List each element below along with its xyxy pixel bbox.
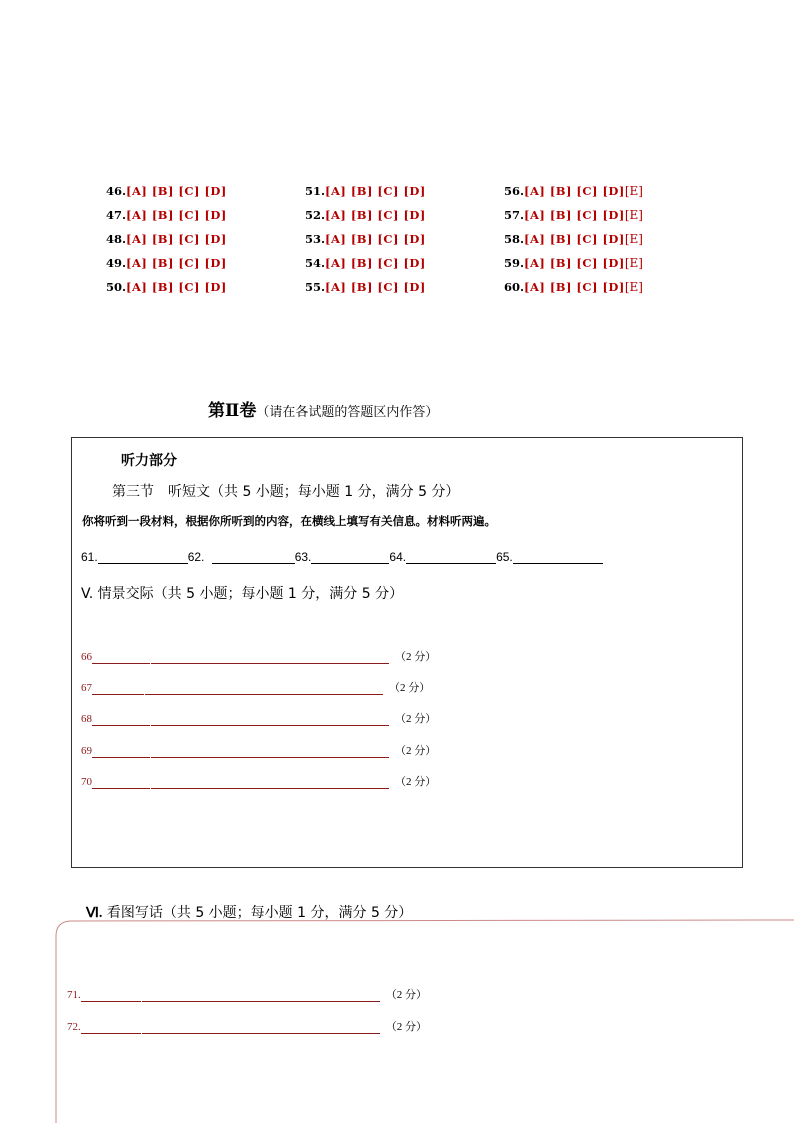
listening-part-heading: 听力部分 xyxy=(121,453,177,469)
question-number: 46. xyxy=(106,184,127,198)
answer-options[interactable]: [A] [B] [C] [D] xyxy=(126,208,227,222)
points-label: （2 分） xyxy=(395,651,437,663)
answer-options[interactable]: [A] [B] [C] [D] xyxy=(325,256,426,270)
answer-options[interactable]: [A] [B] [C] [D] xyxy=(325,208,426,222)
answer-options[interactable]: [A] [B] [C] [D] xyxy=(126,256,227,270)
option-e[interactable]: [E] xyxy=(624,208,643,222)
answer-line-71 xyxy=(67,986,427,1002)
blank-label: 63. xyxy=(294,550,312,564)
points-label: （2 分） xyxy=(389,682,431,694)
answer-options[interactable]: [A] [B] [C] [D] xyxy=(325,280,426,294)
answer-blank-short[interactable] xyxy=(81,1022,141,1034)
item-number: 70 xyxy=(81,776,92,788)
answer-blank-short[interactable] xyxy=(81,990,141,1002)
answer-line-72 xyxy=(67,1018,427,1034)
section-title: 听短文（共 5 小题；每小题 1 分，满分 5 分） xyxy=(168,484,460,500)
answer-options[interactable]: [A] [B] [C] [D] xyxy=(126,280,227,294)
section-numeral: Ⅵ. xyxy=(86,906,103,921)
section-6-title-text: 看图写话（共 5 小题；每小题 1 分，满分 5 分） xyxy=(106,905,413,921)
answer-blank-long[interactable] xyxy=(142,990,380,1002)
section-5-title: V. 情景交际（共 5 小题；每小题 1 分，满分 5 分） xyxy=(81,586,404,602)
question-number: 58. xyxy=(504,232,525,246)
option-e[interactable]: [E] xyxy=(624,280,643,294)
answer-blank-long[interactable] xyxy=(142,1022,380,1034)
points-label: （2 分） xyxy=(395,713,437,725)
question-number: 51. xyxy=(305,184,326,198)
item-number: 67 xyxy=(81,682,92,694)
answer-options[interactable]: [A] [B] [C] [D] xyxy=(325,184,426,198)
volume-title-text: 第Ⅱ卷 xyxy=(208,401,257,421)
question-number: 56. xyxy=(504,184,525,198)
answer-options[interactable]: [A] [B] [C] [D] xyxy=(524,208,625,222)
option-e[interactable]: [E] xyxy=(624,232,643,246)
question-number: 49. xyxy=(106,256,127,270)
points-label: （2 分） xyxy=(395,776,437,788)
points-label: （2 分） xyxy=(395,745,437,757)
item-number: 66 xyxy=(81,651,92,663)
question-number: 48. xyxy=(106,232,127,246)
answer-options[interactable]: [A] [B] [C] [D] xyxy=(325,232,426,246)
blank-label: 65. xyxy=(496,550,513,564)
option-e[interactable]: [E] xyxy=(624,184,643,198)
question-number: 60. xyxy=(504,280,525,294)
item-number: 72. xyxy=(67,1021,81,1033)
question-number: 54. xyxy=(305,256,326,270)
question-number: 59. xyxy=(504,256,525,270)
points-label: （2 分） xyxy=(385,1021,427,1033)
volume-note: （请在各试题的答题区内作答） xyxy=(256,405,439,420)
answer-options[interactable]: [A] [B] [C] [D] xyxy=(126,232,227,246)
listening-instruction: 你将听到一段材料，根据你所听到的内容，在横线上填写有关信息。材料听两遍。 xyxy=(82,514,496,528)
blank-label: 61. xyxy=(81,550,98,564)
blank-label: 64. xyxy=(389,550,407,564)
question-number: 52. xyxy=(305,208,326,222)
option-e[interactable]: [E] xyxy=(624,256,643,270)
points-label: （2 分） xyxy=(385,989,427,1001)
answer-options[interactable]: [A] [B] [C] [D] xyxy=(524,232,625,246)
answer-options[interactable]: [A] [B] [C] [D] xyxy=(524,280,625,294)
question-number: 53. xyxy=(305,232,326,246)
section-number: 第三节 xyxy=(112,484,154,500)
question-number: 57. xyxy=(504,208,525,222)
answer-options[interactable]: [A] [B] [C] [D] xyxy=(524,256,625,270)
blank-label: 62. xyxy=(187,550,208,564)
question-number: 50. xyxy=(106,280,127,294)
item-number: 71. xyxy=(67,989,81,1001)
answer-options[interactable]: [A] [B] [C] [D] xyxy=(126,184,227,198)
item-number: 68 xyxy=(81,713,92,725)
item-number: 69 xyxy=(81,745,92,757)
question-number: 47. xyxy=(106,208,127,222)
answer-options[interactable]: [A] [B] [C] [D] xyxy=(524,184,625,198)
question-number: 55. xyxy=(305,280,326,294)
